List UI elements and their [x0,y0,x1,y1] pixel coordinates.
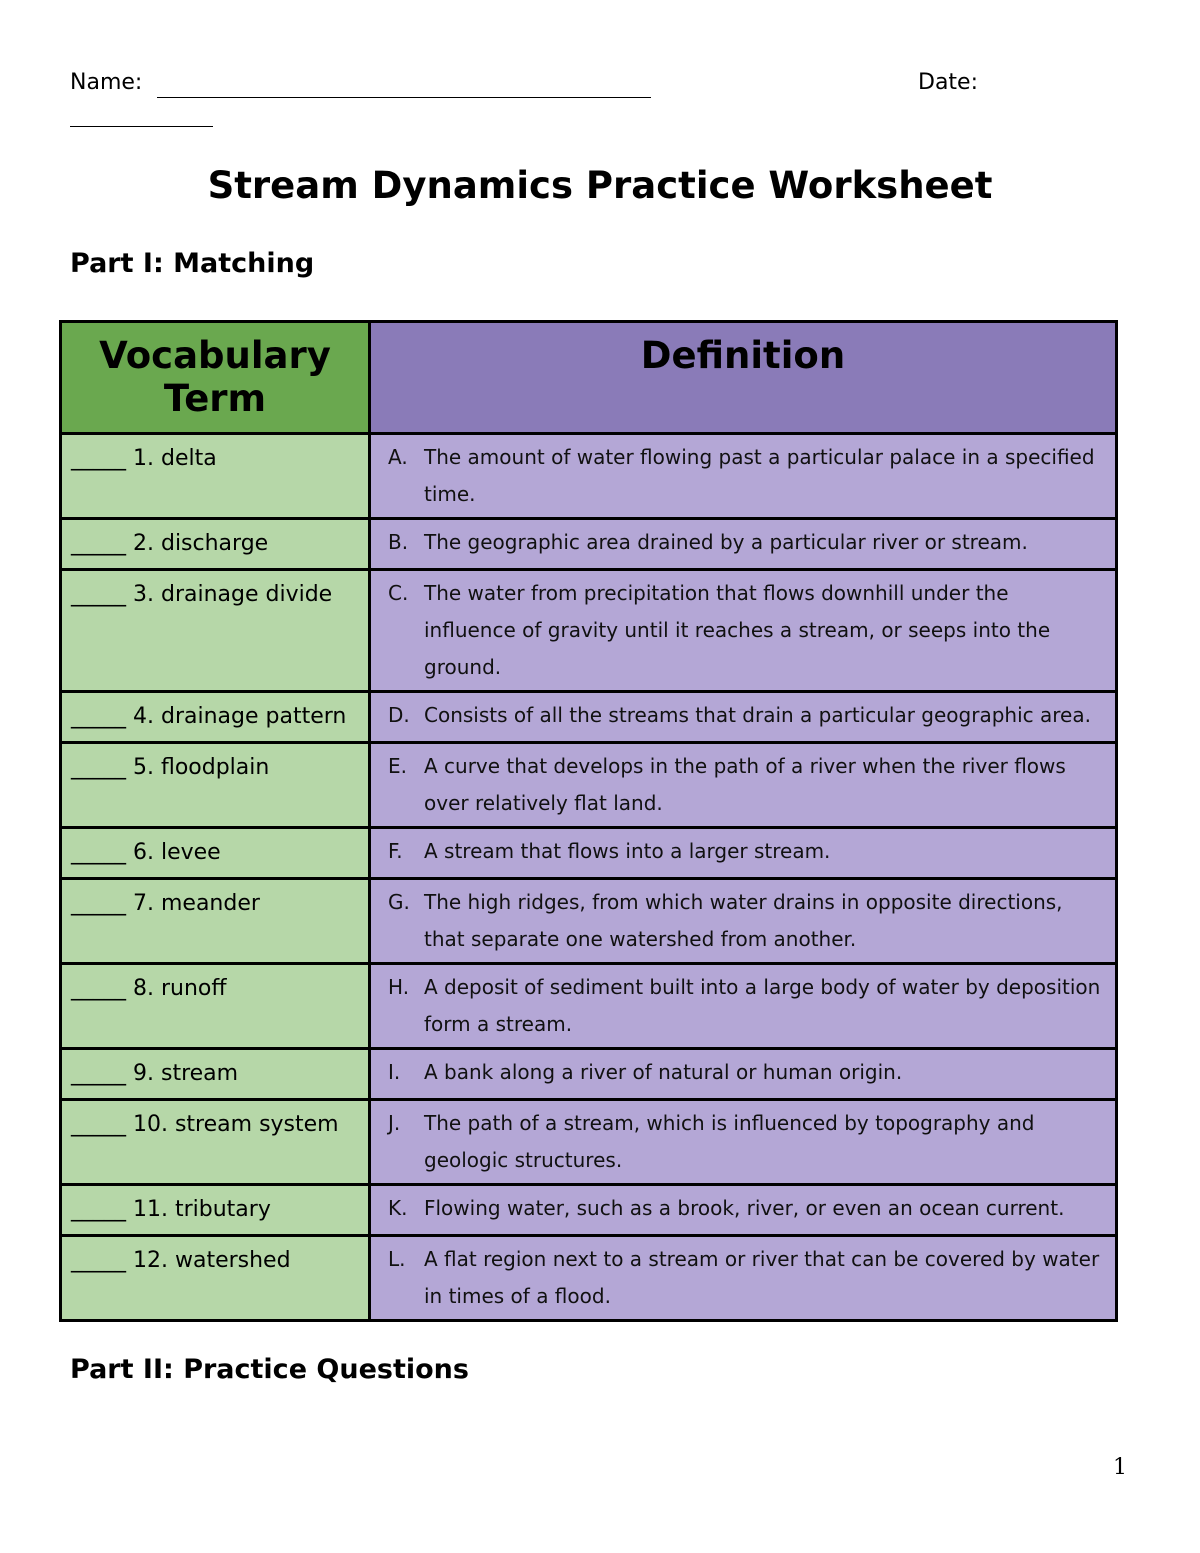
definition-cell [370,743,1117,828]
definition-text: Flowing water, such as a brook, river, or even an ocean current. [424,1196,1065,1220]
table-row [61,964,1117,1049]
table-body [61,434,1117,1321]
worksheet-title: Stream Dynamics Practice Worksheet [207,164,993,207]
definition-cell [370,692,1117,743]
part2-heading: Part II: Practice Questions [70,1354,469,1385]
definition-cell [370,1100,1117,1185]
table-header-row [61,322,1117,434]
definition-item [388,1105,1101,1179]
vocabulary-term-cell[interactable]: _____ 11. tributary [61,1185,370,1236]
definition-letter: D. [388,703,410,727]
name-blank-line[interactable] [157,97,651,98]
name-label: Name: [70,70,143,95]
definition-item [388,697,1101,734]
definition-letter: K. [388,1196,408,1220]
definition-text: A stream that flows into a larger stream. [424,839,831,863]
definition-letter: G. [388,890,410,914]
definition-text: Consists of all the streams that drain a particular geographic area. [424,703,1091,727]
vocabulary-term-cell[interactable]: _____ 1. delta [61,434,370,519]
definition-cell [370,964,1117,1049]
definition-cell [370,1236,1117,1321]
table-row [61,1185,1117,1236]
matching-table [59,320,1118,1322]
table-row [61,1100,1117,1185]
definition-cell [370,434,1117,519]
definition-item [388,1054,1101,1091]
table-row [61,692,1117,743]
definition-text: A curve that develops in the path of a river when the river flows over relatively flat land. [424,754,1066,815]
vocabulary-term-cell[interactable]: _____ 4. drainage pattern [61,692,370,743]
part1-heading: Part I: Matching [70,248,315,279]
definition-text: The geographic area drained by a particular river or stream. [424,530,1028,554]
definition-item [388,1241,1101,1315]
definition-text: The high ridges, from which water drains in opposite directions, that separate one watershed from another. [424,890,1063,951]
header-line [70,70,1130,100]
definition-text: A bank along a river of natural or human origin. [424,1060,903,1084]
definition-letter: J. [388,1111,401,1135]
definition-text: The water from precipitation that flows downhill under the influence of gravity until it reaches a stream, or seeps into the ground. [424,581,1051,679]
vocabulary-term-cell[interactable]: _____ 8. runoff [61,964,370,1049]
definition-item [388,884,1101,958]
definition-item [388,748,1101,822]
definition-cell [370,519,1117,570]
definition-text: The path of a stream, which is influenced by topography and geologic structures. [424,1111,1035,1172]
definition-cell [370,828,1117,879]
definition-item [388,575,1101,686]
vocabulary-term-cell[interactable]: _____ 3. drainage divide [61,570,370,692]
vocabulary-term-cell[interactable]: _____ 7. meander [61,879,370,964]
table-row [61,434,1117,519]
page-number: 1 [1113,1455,1127,1480]
table-row [61,743,1117,828]
definition-text: The amount of water flowing past a particular palace in a specified time. [424,445,1095,506]
definition-letter: I. [388,1060,401,1084]
date-blank-line[interactable] [70,126,213,127]
definition-item [388,833,1101,870]
vocabulary-term-cell[interactable]: _____ 9. stream [61,1049,370,1100]
table-row [61,519,1117,570]
definition-letter: B. [388,530,409,554]
definition-item [388,524,1101,561]
definition-letter: F. [388,839,403,863]
date-label: Date: [918,70,978,95]
definition-letter: C. [388,581,409,605]
table-row [61,879,1117,964]
definition-header: Definition [370,322,1117,434]
definition-cell [370,879,1117,964]
vocabulary-term-cell[interactable]: _____ 12. watershed [61,1236,370,1321]
definition-text: A deposit of sediment built into a large body of water by deposition form a stream. [424,975,1101,1036]
definition-letter: A. [388,445,408,469]
vocabulary-term-cell[interactable]: _____ 6. levee [61,828,370,879]
definition-cell [370,1185,1117,1236]
definition-item [388,439,1101,513]
definition-cell [370,1049,1117,1100]
vocabulary-term-cell[interactable]: _____ 5. floodplain [61,743,370,828]
definition-cell [370,570,1117,692]
definition-text: A flat region next to a stream or river that can be covered by water in times of a flood. [424,1247,1100,1308]
table-row [61,570,1117,692]
vocabulary-term-cell[interactable]: _____ 10. stream system [61,1100,370,1185]
definition-letter: L. [388,1247,406,1271]
table-row [61,1236,1117,1321]
table-row [61,828,1117,879]
definition-item [388,969,1101,1043]
definition-letter: H. [388,975,410,999]
definition-letter: E. [388,754,407,778]
definition-item [388,1190,1101,1227]
vocabulary-term-cell[interactable]: _____ 2. discharge [61,519,370,570]
table-row [61,1049,1117,1100]
vocabulary-term-header: Vocabulary Term [61,322,370,434]
